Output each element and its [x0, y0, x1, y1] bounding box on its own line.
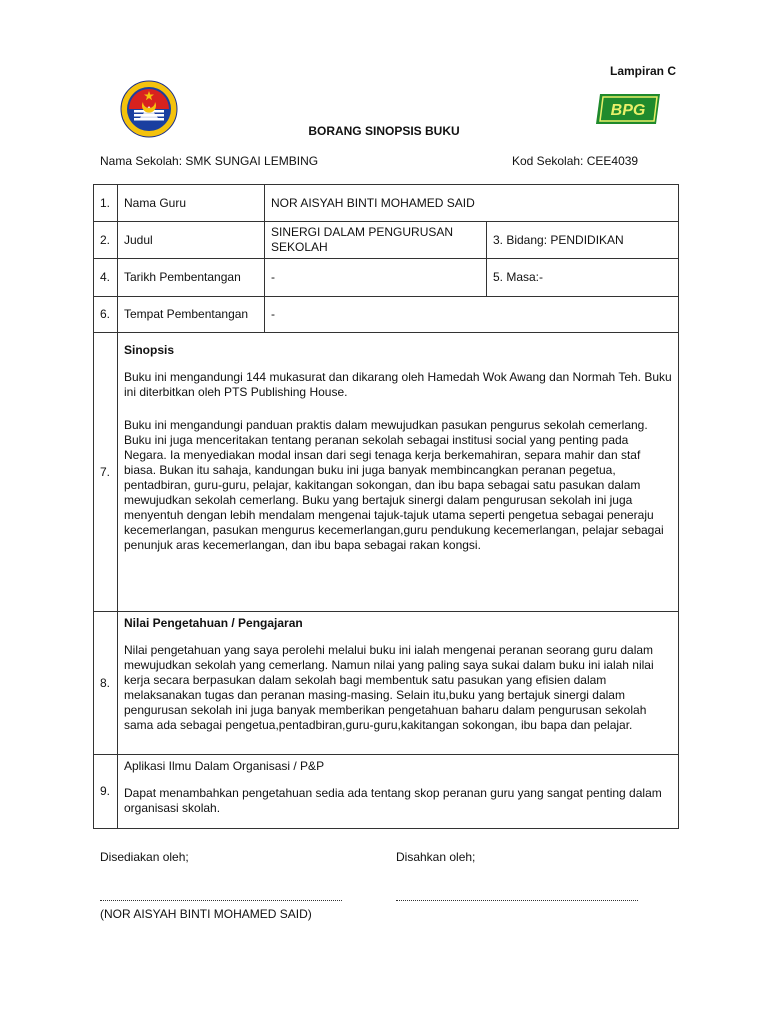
prepared-by-label: Disediakan oleh;: [100, 850, 189, 864]
table-row: [94, 297, 679, 333]
table-row: [94, 612, 679, 755]
row-value: -: [265, 297, 679, 333]
row-label: Judul: [118, 222, 265, 259]
row-number: 4.: [94, 259, 118, 297]
signature-line-approved: [396, 892, 638, 901]
row-value: NOR AISYAH BINTI MOHAMED SAID: [265, 185, 679, 222]
appendix-label: Lampiran C: [610, 64, 677, 78]
bpg-logo: [594, 92, 662, 126]
row-extra: 5. Masa:-: [487, 259, 679, 297]
row-label: Tempat Pembentangan: [118, 297, 265, 333]
row-number: 9.: [94, 755, 118, 829]
knowledge-cell: [118, 612, 679, 755]
table-row: [94, 222, 679, 259]
row-extra: 3. Bidang: PENDIDIKAN: [487, 222, 679, 259]
row-label: Tarikh Pembentangan: [118, 259, 265, 297]
signature-line-prepared: [100, 892, 342, 901]
table-row: [94, 259, 679, 297]
synopsis-paragraph: Buku ini mengandungi panduan praktis dalam mewujudkan pasukan pengurus sekolah cemerlang. Buku ini juga menceritakan tentang peranan sekolah sebagai institusi social yang penting pada Negara. Ia menyediakan modal insan dari segi tenaga kerja berkemahiran, separa mahir dan staf biasa. Bukan itu sahaja, kandungan buku ini juga banyak membincangkan peranan pegetua, pentadbiran, guru-guru, pelajar, kakitangan sokongan, dan ibu bapa sebagai satu pasukan dalam mewujudkan sekolah cemerlang. Buku yang bertajuk sinergi dalam pengurusan sekolah ini juga menyentuh dengan lebih mendalam mengenai tajuk-tajuk utama seperti pengetua sebagai peneraju kecemerlangan, pasukan mengurus kecemerlangan,guru pendukung kecemerlangan, pelajar sebagai penunjuk aras kecemerlangan, dan ibu bapa sebagai rakan kongsi.: [124, 418, 664, 552]
synopsis-paragraph: Buku ini mengandungi 144 mukasurat dan dikarang oleh Hamedah Wok Awang dan Normah Teh. Buku ini diterbitkan oleh PTS Publishing House.: [124, 370, 672, 399]
row-value: -: [265, 259, 487, 297]
row-number: 8.: [94, 612, 118, 755]
table-row: [94, 755, 679, 829]
section-title: Nilai Pengetahuan / Pengajaran: [124, 616, 303, 630]
row-value: SINERGI DALAM PENGURUSAN SEKOLAH: [265, 222, 487, 259]
row-number: 2.: [94, 222, 118, 259]
section-title: Sinopsis: [124, 343, 175, 357]
section-title: Aplikasi Ilmu Dalam Organisasi / P&P: [124, 759, 325, 773]
school-name: Nama Sekolah: SMK SUNGAI LEMBING: [100, 154, 319, 168]
synopsis-cell: [118, 333, 679, 612]
table-row: [94, 333, 679, 612]
row-number: 6.: [94, 297, 118, 333]
prepared-by-name: (NOR AISYAH BINTI MOHAMED SAID): [100, 907, 312, 921]
row-label: Nama Guru: [118, 185, 265, 222]
application-paragraph: Dapat menambahkan pengetahuan sedia ada tentang skop peranan guru yang sangat penting dalam organisasi skolah.: [124, 786, 662, 815]
bpg-logo-text: BPG: [610, 102, 646, 119]
application-cell: [118, 755, 679, 829]
row-number: 7.: [94, 333, 118, 612]
school-code: Kod Sekolah: CEE4039: [512, 154, 639, 168]
approved-by-label: Disahkan oleh;: [396, 850, 476, 864]
form-title: BORANG SINOPSIS BUKU: [308, 124, 460, 138]
table-row: [94, 185, 679, 222]
synopsis-form-table: [93, 184, 679, 829]
row-number: 1.: [94, 185, 118, 222]
knowledge-paragraph: Nilai pengetahuan yang saya perolehi melalui buku ini ialah mengenai peranan seorang guru dalam mewujudkan sekolah yang cemerlang. Namun nilai yang paling saya sukai dalam buku ini ialah nilai kerja secara berpasukan dalam sekolah bagi membentuk satu pasukan yang efisien dalam melaksanakan tugas dan peranan masing-masing. Selain itu,buku yang bertajuk sinergi dalam pengurusan sekolah ini juga banyak memberikan pengetahuan baharu dalam pengurusan sekolah sama ada sebagai pengetua,pentadbiran,guru-guru,kakitangan sokongan, ibu bapa dan pelajar.: [124, 643, 654, 732]
